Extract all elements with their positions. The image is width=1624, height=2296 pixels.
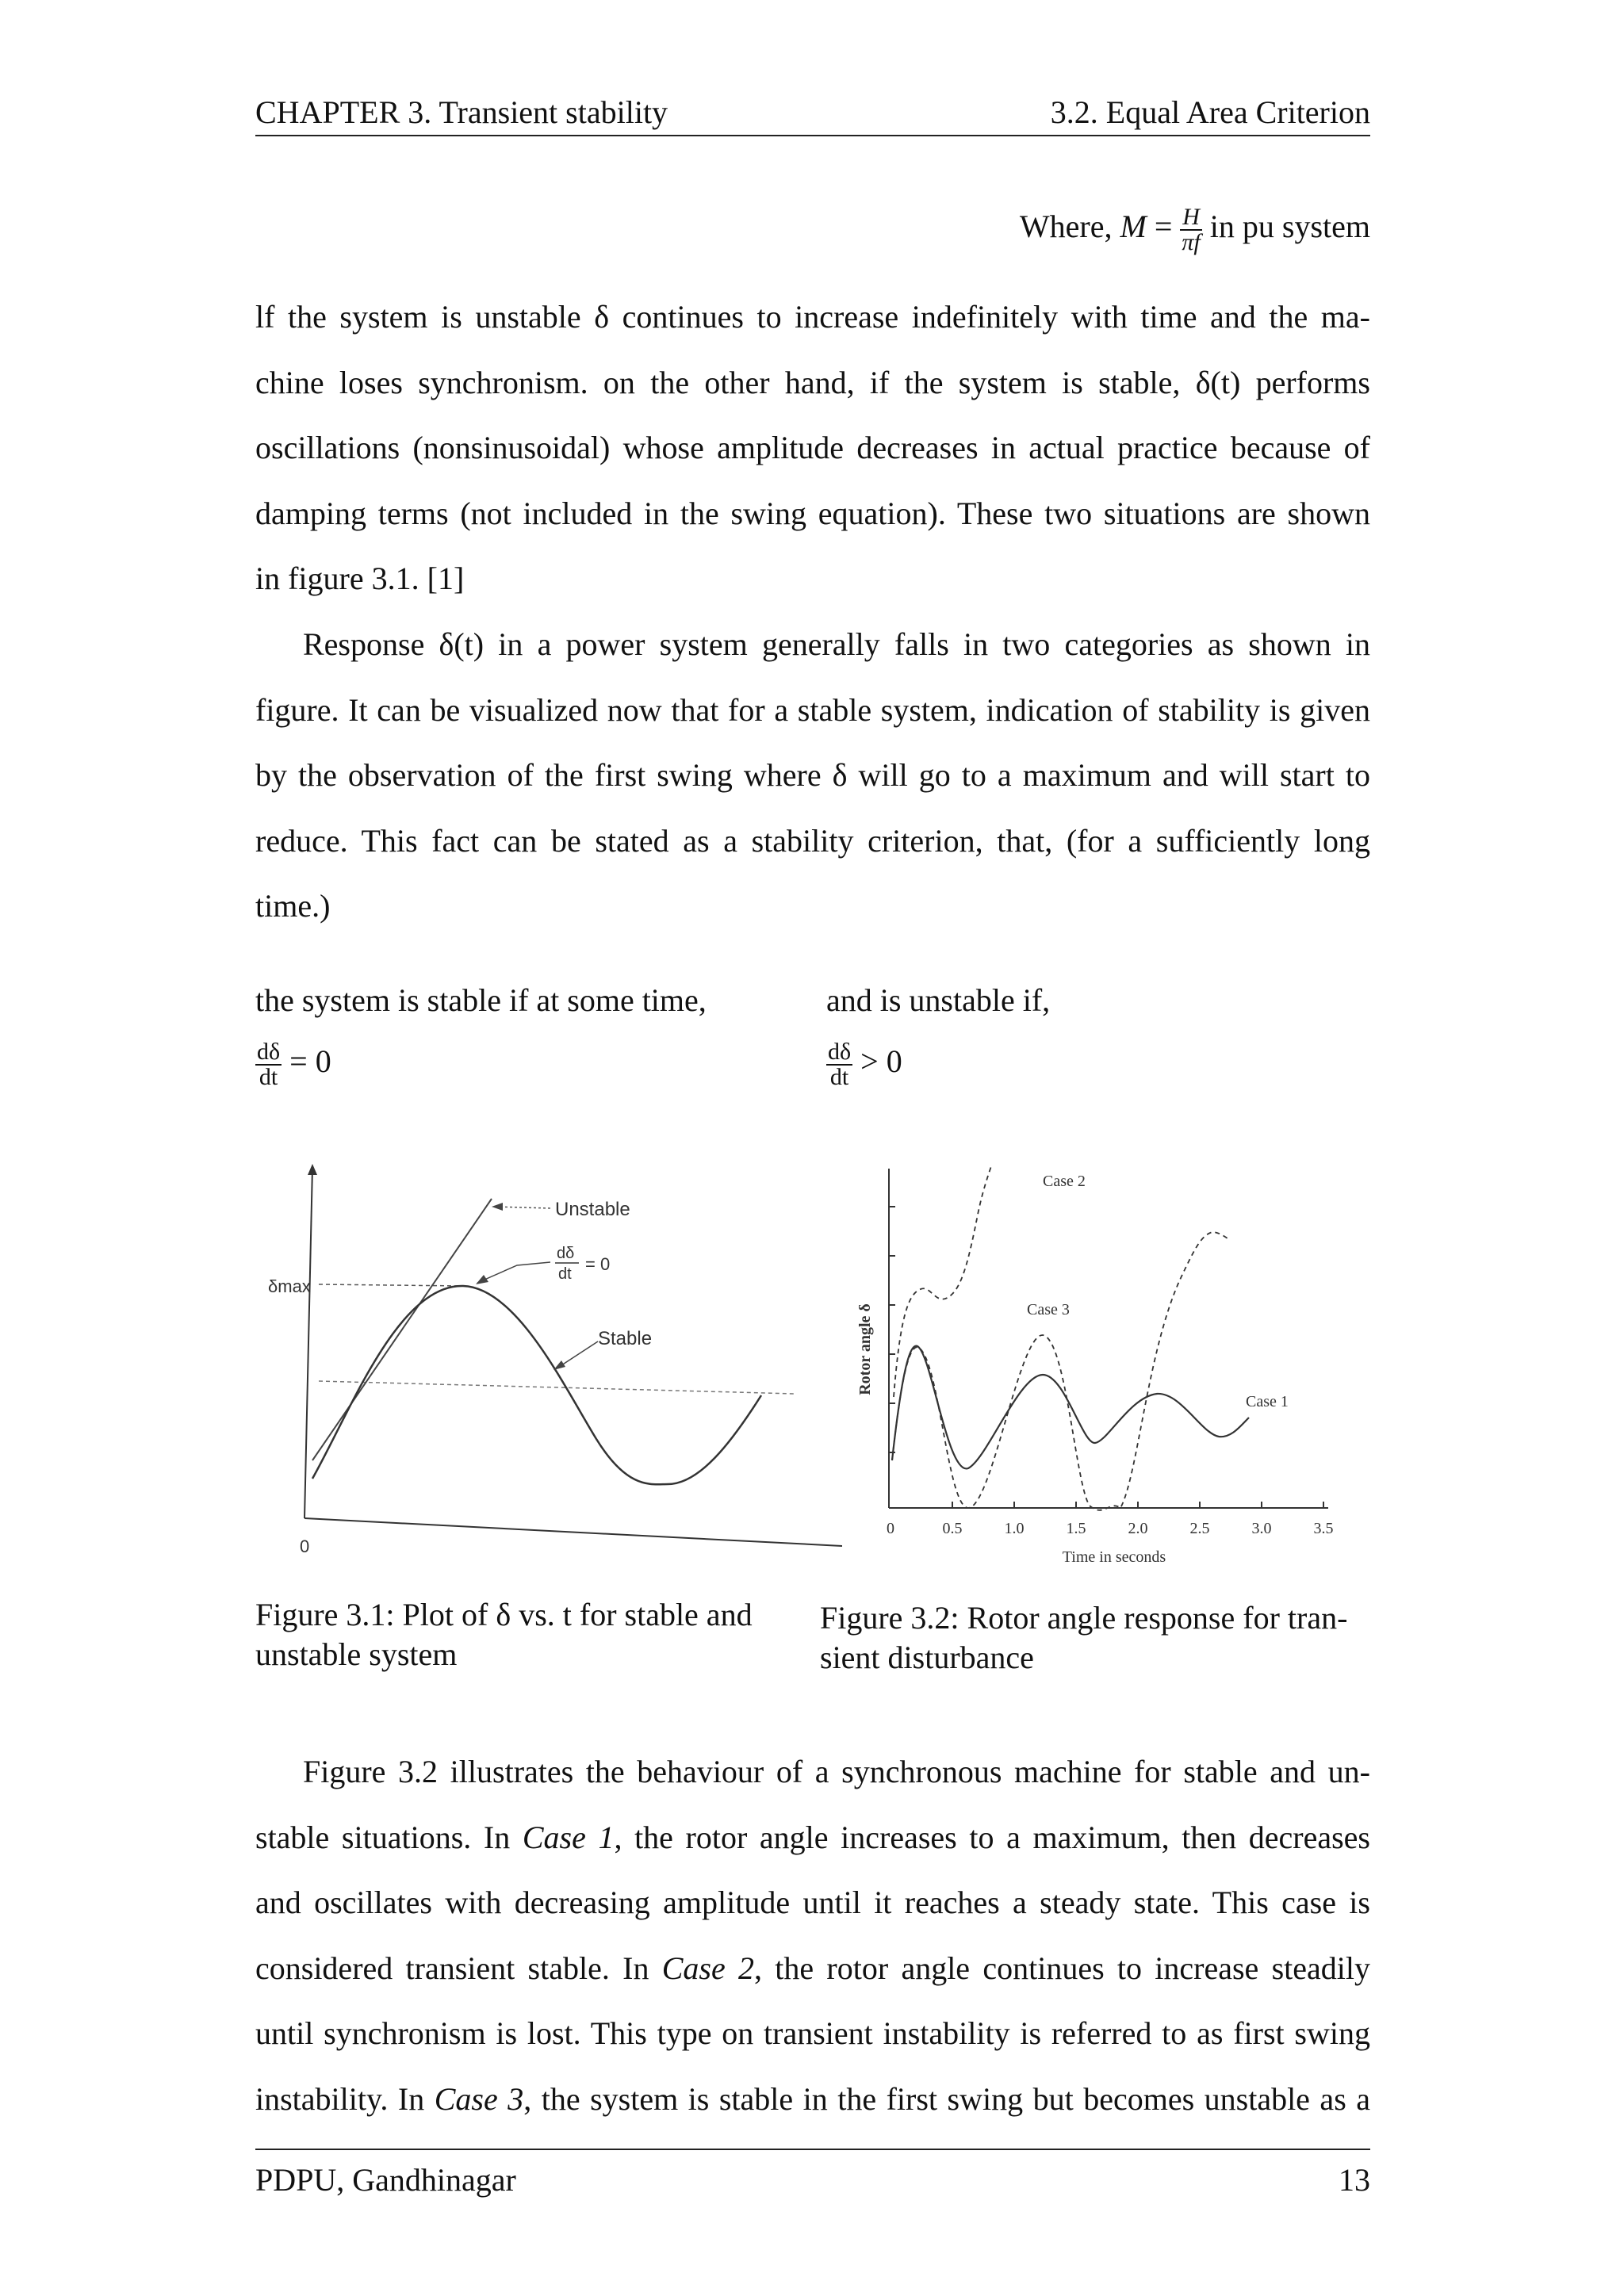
fig1-caption-line: Figure 3.1: Plot of δ vs. t for stable and xyxy=(255,1597,753,1632)
fig2-case1-curve xyxy=(892,1346,1249,1469)
fig2-caption-line: Figure 3.2: Rotor angle response for tran- xyxy=(820,1600,1348,1636)
stable-criterion-equation xyxy=(255,1040,331,1089)
fig1-unstable-pointer xyxy=(495,1207,550,1208)
figure-3-2-plot xyxy=(852,1159,1344,1578)
fig1-unstable-curve xyxy=(312,1199,492,1460)
fig1-unstable-arrowhead xyxy=(492,1203,503,1211)
fig1-steady-line xyxy=(319,1381,795,1394)
stable-eq-num: dδ xyxy=(257,1039,281,1065)
stable-eq-den: dt xyxy=(259,1064,278,1090)
fig2-x-ticks xyxy=(952,1502,1323,1508)
paragraph-1 xyxy=(255,285,1370,612)
header-rule xyxy=(255,135,1370,136)
para2-line: Response δ(t) in a power system generally falls in two categories as shown in xyxy=(303,626,1370,662)
figure-3-2-caption xyxy=(820,1598,1375,1678)
fig1-deriv-pointer xyxy=(477,1262,550,1283)
where-fraction xyxy=(1180,205,1201,254)
para1-line: lf the system is unstable δ continues to increase indefinitely with time and the ma- xyxy=(255,299,1370,335)
where-fraction-num: H xyxy=(1180,205,1201,231)
where-suffix: in pu system xyxy=(1209,209,1370,244)
fig2-x-tick-label: 1.5 xyxy=(1066,1520,1086,1537)
fig1-dmax-line xyxy=(319,1284,463,1286)
para3-line: stable situations. In Case 1, the rotor angle increases to a maximum, then decreases xyxy=(255,1819,1371,1855)
where-prefix: Where, xyxy=(1019,209,1113,244)
fig2-caption-line: sient disturbance xyxy=(820,1640,1034,1675)
fig2-label-case1: Case 1 xyxy=(1246,1393,1289,1410)
figure-3-1-plot xyxy=(255,1158,842,1586)
fig1-label-stable: Stable xyxy=(598,1328,653,1349)
fig2-label-case3: Case 3 xyxy=(1027,1301,1070,1318)
page-number: 13 xyxy=(1339,2162,1370,2198)
figure-3-1-caption xyxy=(255,1595,826,1674)
fig2-x-tick-label: 3.5 xyxy=(1313,1520,1334,1537)
stable-eq-fraction xyxy=(255,1040,282,1089)
where-equals: = xyxy=(1154,209,1173,244)
fig2-y-ticks xyxy=(889,1207,895,1452)
para3-line: and oscillates with decreasing amplitude until it reaches a steady state. This case is xyxy=(255,1885,1370,1920)
para1-line: damping terms (not included in the swing equation). These two situations are shown xyxy=(255,495,1370,531)
stable-eq-relation: = 0 xyxy=(289,1043,331,1080)
where-lhs: M xyxy=(1120,209,1147,244)
fig1-caption-line: unstable system xyxy=(255,1636,458,1672)
fig2-ylabel: Rotor angle δ xyxy=(856,1303,874,1395)
unstable-eq-relation: > 0 xyxy=(860,1043,902,1080)
running-header-chapter: CHAPTER 3. Transient stability xyxy=(255,94,668,130)
fig1-stable-curve xyxy=(312,1286,761,1484)
fig2-x-tick-label: 1.0 xyxy=(1004,1520,1025,1537)
unstable-criterion-equation xyxy=(826,1040,902,1089)
para1-line: chine loses synchronism. on the other hand, if the system is stable, δ(t) performs xyxy=(255,364,1370,400)
fig1-label-unstable: Unstable xyxy=(555,1199,630,1220)
para1-line: oscillations (nonsinusoidal) whose amplitude decreases in actual practice because of xyxy=(255,430,1370,465)
fig2-x-tick-label: 2.5 xyxy=(1189,1520,1210,1537)
para2-line: reduce. This fact can be stated as a stability criterion, that, (for a sufficiently long xyxy=(255,822,1370,859)
paragraph-3 xyxy=(255,1739,1370,2132)
para2-line: time.) xyxy=(255,888,331,924)
where-line xyxy=(1020,203,1370,254)
para2-line: by the observation of the first swing where δ will go to a maximum and will start to xyxy=(255,757,1370,793)
fig1-deriv-arrowhead xyxy=(476,1275,488,1284)
fig2-x-tick-label: 0.5 xyxy=(942,1520,963,1537)
fig1-y-axis-arrow xyxy=(308,1164,317,1175)
para3-line: Figure 3.2 illustrates the behaviour of a synchronous machine for stable and un- xyxy=(303,1754,1370,1789)
para2-line: figure. It can be visualized now that for a stable system, indication of stability is given xyxy=(255,691,1370,728)
para3-line: considered transient stable. In Case 2, the rotor angle continues to increase steadily xyxy=(255,1950,1370,1986)
fig2-xlabel: Time in seconds xyxy=(1062,1548,1166,1566)
unstable-eq-den: dt xyxy=(829,1064,849,1090)
fig2-x-tick-label: 0 xyxy=(887,1520,894,1537)
fig2-label-case2: Case 2 xyxy=(1043,1173,1086,1190)
fig1-label-deriv-num: dδ xyxy=(557,1245,575,1262)
fig1-label-origin: 0 xyxy=(300,1536,310,1556)
unstable-eq-num: dδ xyxy=(828,1039,852,1065)
stable-criterion-text: the system is stable if at some time, xyxy=(255,982,707,1018)
fig2-tick-labels xyxy=(887,1520,1334,1537)
paragraph-2 xyxy=(255,612,1370,939)
unstable-eq-fraction xyxy=(826,1040,852,1089)
unstable-criterion-text: and is unstable if, xyxy=(826,982,1051,1018)
para3-line: until synchronism is lost. This type on transient instability is referred to as first swing xyxy=(255,2015,1370,2051)
fig1-x-axis xyxy=(304,1518,842,1546)
fig1-y-axis xyxy=(304,1167,312,1518)
para3-line: instability. In Case 3, the system is stable in the first swing but becomes unstable as a xyxy=(255,2080,1371,2117)
footer-institution: PDPU, Gandhinagar xyxy=(255,2162,516,2198)
fig2-x-tick-label: 2.0 xyxy=(1128,1520,1148,1537)
fig1-label-deriv-rel: = 0 xyxy=(585,1254,611,1274)
fig1-stable-arrowhead xyxy=(553,1360,565,1370)
para1-line: in figure 3.1. [1] xyxy=(255,561,465,596)
fig1-label-deriv-den: dt xyxy=(558,1265,572,1283)
running-header-section: 3.2. Equal Area Criterion xyxy=(1050,94,1370,130)
fig2-x-tick-label: 3.0 xyxy=(1251,1520,1272,1537)
where-fraction-den: πf xyxy=(1182,228,1201,255)
fig2-case3-curve xyxy=(892,1232,1230,1510)
footer-rule xyxy=(255,2149,1370,2150)
fig1-label-dmax: δmax xyxy=(268,1276,311,1296)
